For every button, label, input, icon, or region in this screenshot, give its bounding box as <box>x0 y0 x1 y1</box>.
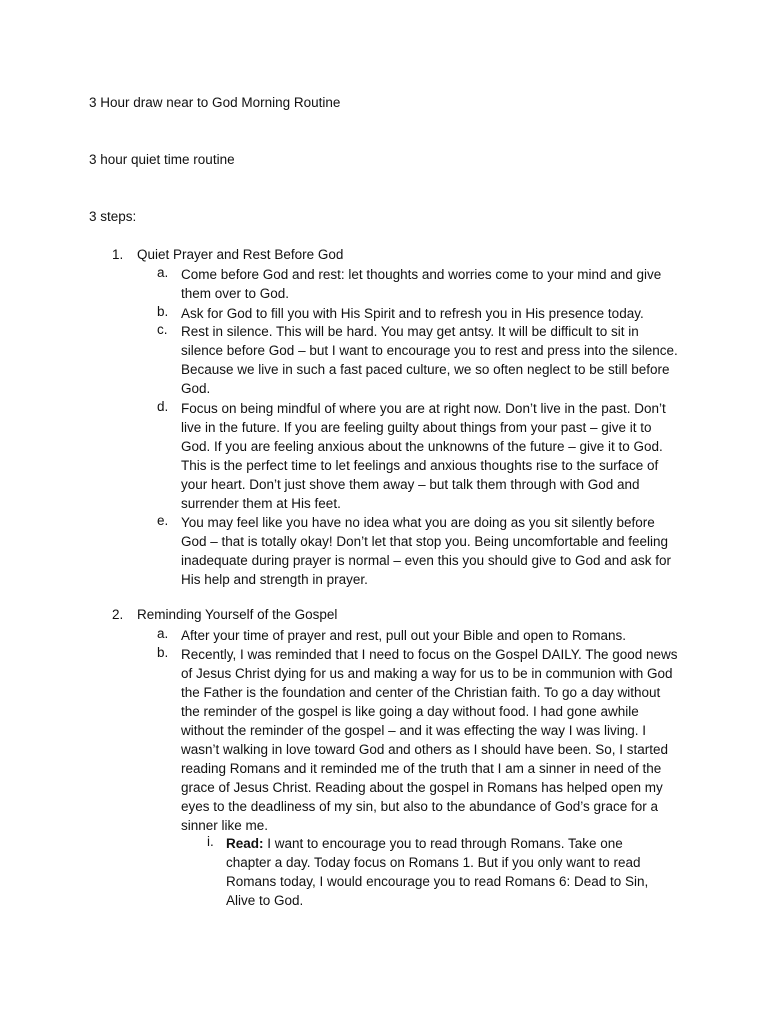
document-subtitle: 3 hour quiet time routine <box>89 152 235 167</box>
item-letter: e. <box>157 513 169 528</box>
step-heading: Quiet Prayer and Rest Before God <box>137 247 344 262</box>
item-letter: c. <box>157 322 168 337</box>
steps-label: 3 steps: <box>89 209 137 224</box>
subitem-label: Read: <box>226 836 264 851</box>
step-number: 2. <box>112 607 124 622</box>
list-item: Ask for God to fill you with His Spirit and to refresh you in His presence today. <box>181 306 644 321</box>
list-item: You may feel like you have no idea what you are doing as you sit silently before God – that is totally okay! Don’t let that stop you. Being uncomfortable and feeling inadequate during prayer is normal – even this you should give to God and ask for His help and strength in prayer. <box>181 515 672 587</box>
list-item: Focus on being mindful of where you are at right now. Don’t live in the past. Don’t live in the future. If you are feeling guilty about things from your past – give it to God. If you are feeling anxious about the unknowns of the future – give it to God. This is the perfect time to let feelings and anxious thoughts rise to the surface of your heart. Don’t just shove them away – but talk them through with God and surrender them at His feet. <box>181 401 666 511</box>
item-letter: a. <box>157 265 169 280</box>
step-heading: Reminding Yourself of the Gospel <box>137 607 338 622</box>
subitem <box>226 834 666 910</box>
subitem-text: I want to encourage you to read through Romans. Take one chapter a day. Today focus on Romans 1. But if you only want to read Romans today, I would encourage you to read Romans 6: Dead to Sin, Alive to God. <box>226 836 649 908</box>
list-item: Recently, I was reminded that I need to focus on the Gospel DAILY. The good news of Jesus Christ dying for us and making a way for us to be in communion with God the Father is the foundation and center of the Christian faith. To go a day without the reminder of the gospel is like going a day without food. I had gone awhile without the reminder of the gospel – and it was effecting the way I was living. I wasn’t walking in love toward God and others as I should have been. So, I started reading Romans and it reminded me of the truth that I am a sinner in need of the grace of Jesus Christ. Reading about the gospel in Romans has helped open my eyes to the deadliness of my sin, but also to the abundance of God’s grace for a sinner like me. <box>181 647 678 833</box>
item-letter: b. <box>157 304 169 319</box>
list-item: After your time of prayer and rest, pull out your Bible and open to Romans. <box>181 628 626 643</box>
subitem-numeral: i. <box>207 834 214 849</box>
document-title: 3 Hour draw near to God Morning Routine <box>89 95 341 110</box>
list-item: Come before God and rest: let thoughts and worries come to your mind and give them over to God. <box>181 267 662 301</box>
item-letter: a. <box>157 626 169 641</box>
item-letter: b. <box>157 645 169 660</box>
item-letter: d. <box>157 399 169 414</box>
step-number: 1. <box>112 247 124 262</box>
list-item: Rest in silence. This will be hard. You may get antsy. It will be difficult to sit in silence before God – but I want to encourage you to rest and press into the silence. Because we live in such a fast paced culture, we so often neglect to be still before God. <box>181 324 678 396</box>
